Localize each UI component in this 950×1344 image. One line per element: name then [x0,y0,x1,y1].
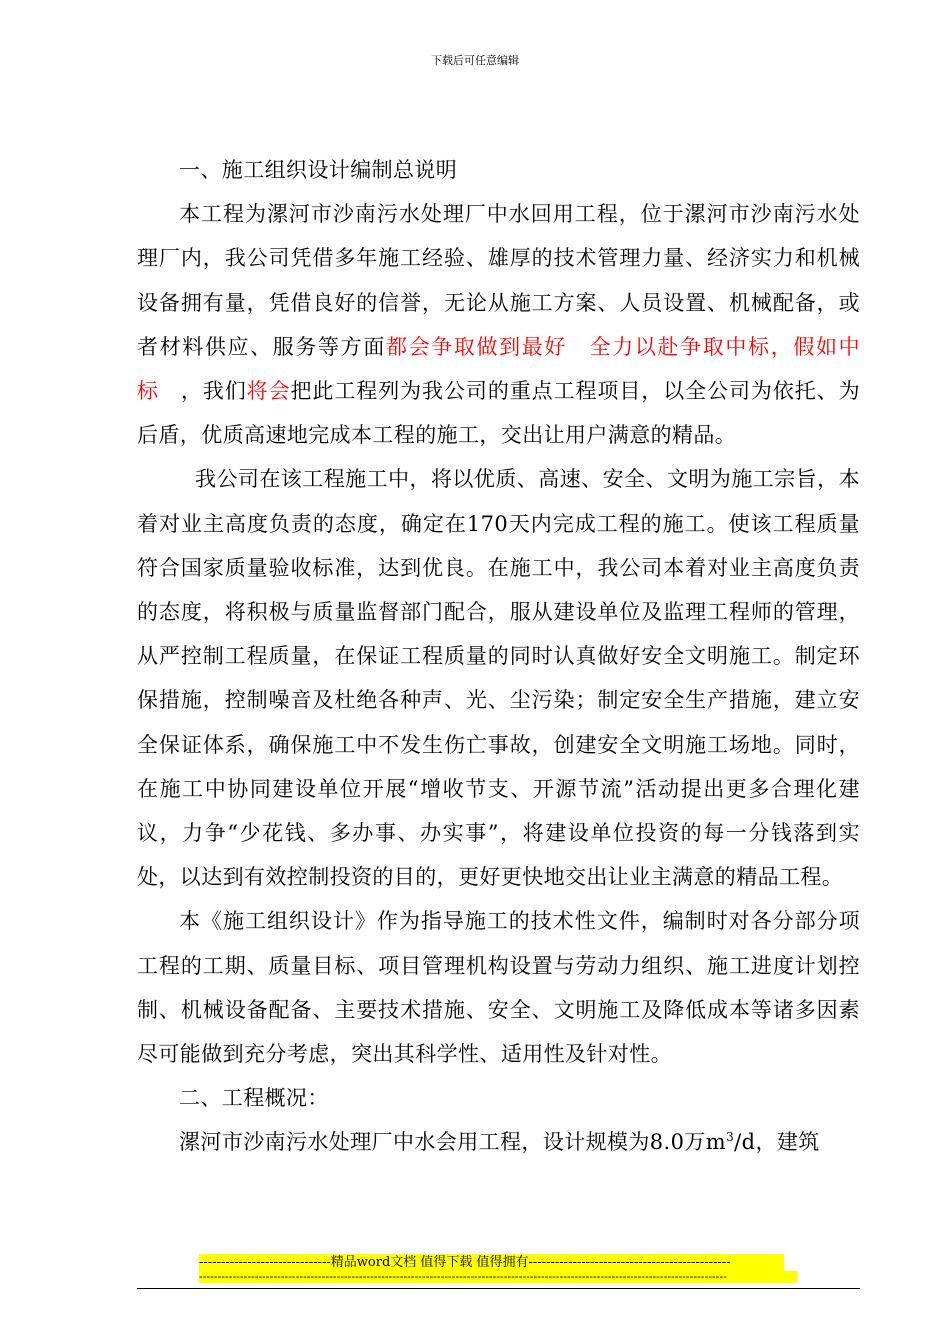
highlighted-text: 将会 [246,379,291,404]
section1-heading: 一、施工组织设计编制总说明 [179,158,458,182]
unit-superscript: 3 [726,1130,735,1145]
footer-divider [137,1288,860,1289]
paragraph-text: /d，建筑 [734,1130,820,1155]
section1-paragraph-2: 我公司在该工程施工中，将以优质、高速、安全、文明为施工宗旨，本着对业主高度负责的态度，确定在170天内完成工程的施工。使该工程质量符合国家质量验收标准，达到优良。在施工中，我公司本着对业主高度负责的态度，将积极与质量监督部门配合，服从建设单位及监理工程师的管理，从严控制工程质量，在保证工程质量的同时认真做好安全文明施工。制定环保措施，控制噪音及杜绝各种声、光、尘污染；制定安全生产措施，建立安全保证体系，确保施工中不发生伤亡事故，创建安全文明施工场地。同时，在施工中协同建设单位开展“增收节支、开源节流”活动提出更多合理化建议，力争“少花钱、多办事、办实事”，将建设单位投资的每一分钱落到实处，以达到有效控制投资的目的，更好更快地交出让业主满意的精品工程。 [137,467,860,890]
footer-banner: ------------------------------精品word文档 值得下载 值得拥有---------------------------------------------- [199,1254,784,1271]
paragraph-text: 本工程为漯河市沙南污水处理厂中水回用工程，位于漯河市沙南污水处理厂内，我公司凭借多年施工经验、雄厚的技术管理力量、经济实力和机械设备拥有量，凭借良好的信誉，无论从施工方案、人员设置、机械配备，或者材料供应、服务等方面 [137,202,860,359]
section2-paragraph-1 [137,1120,860,1164]
section2-heading: 二、工程概况： [179,1086,329,1111]
paragraph-text: ，我们 [158,379,247,404]
paragraph-text: 把此工程列为我公司的重点工程项目，以全公司为依托、为后盾，优质高速地完成本工程的施工，交出让用户满意的精品。 [137,379,860,448]
section1-paragraph-3: 本《施工组织设计》作为指导施工的技术性文件，编制时对各分部分项工程的工期、质量目标、项目管理机构设置与劳动力组织、施工进度计划控制、机械设备配备、主要技术措施、安全、文明施工及降低成本等诸多因素尽可能做到充分考虑，突出其科学性、适用性及针对性。 [137,909,860,1067]
unit-text: m [705,1130,727,1155]
document-body [137,148,860,1165]
footer-dashes: ---------------------------------------------------------------------------------------------------------------------------------------------- [199,1271,797,1283]
section1-paragraph-1 [137,192,860,457]
paragraph-text: 漯河市沙南污水处理厂中水会用工程，设计规模为8.0万 [179,1130,706,1155]
highlighted-text: 都会争取做到最好 全力以赴争取中标，假如中标 [137,334,860,404]
header-note: 下载后可任意编辑 [431,54,519,67]
